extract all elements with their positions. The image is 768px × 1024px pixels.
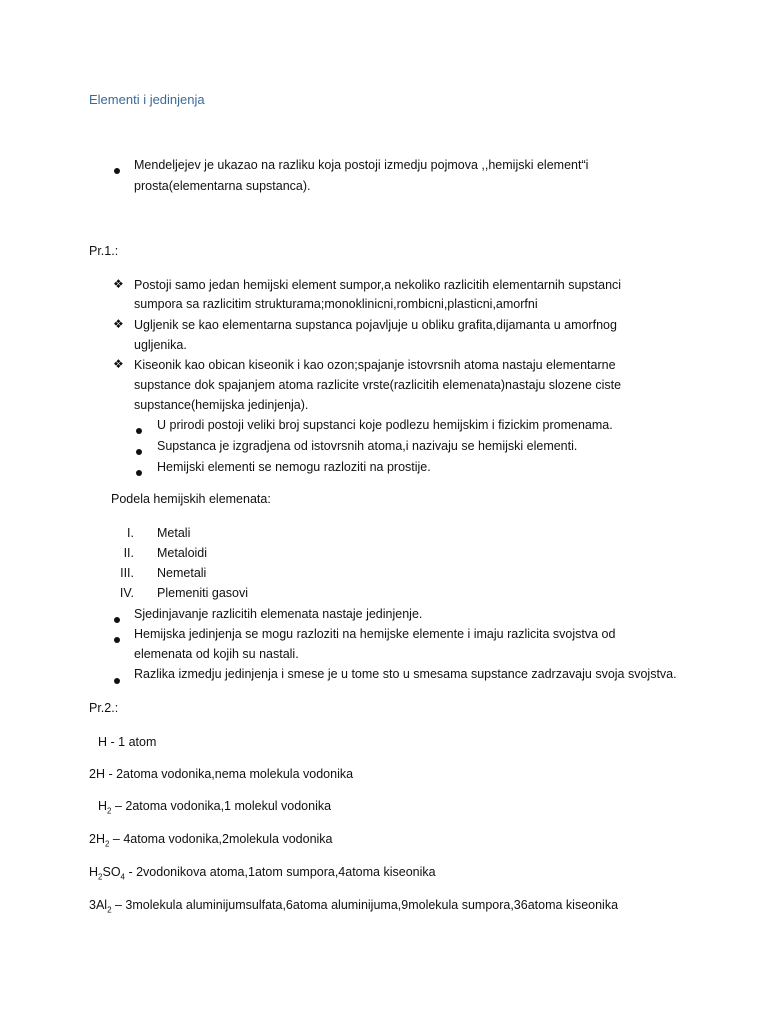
bullet-2-3: Razlika izmedju jedinjenja i smese je u tome sto u smesama supstance zadrzavaju svoja svojstva. [134, 667, 677, 681]
formula-description: - 1 atom [107, 735, 157, 749]
formula-line-5 [89, 865, 436, 882]
page-title: Elementi i jedinjenja [89, 92, 205, 107]
intro-line-2: prosta(elementarna supstanca). [134, 179, 311, 193]
formula-description: - 2vodonikova atoma,1atom sumpora,4atoma kiseonika [125, 865, 436, 879]
bullet-2-2-line-1: Hemijska jedinjenja se mogu razloziti na hemijske elemente i imaju razlicita svojstva od [134, 627, 616, 641]
bullet-marker [114, 632, 120, 646]
roman-item-text: Plemeniti gasovi [157, 586, 249, 600]
roman-numeral: I. [127, 526, 134, 540]
example-2-label: Pr.2.: [89, 701, 119, 715]
formula-line-2 [89, 767, 353, 781]
diamond-item-3-line-3: supstance(hemijska jedinjenja). [134, 398, 309, 412]
bullet-marker [136, 465, 142, 479]
sub-bullet-2: Supstanca je izgradjena od istovrsnih atoma,i nazivaju se hemijski elementi. [157, 439, 578, 453]
formula-subscript: 2 [98, 872, 103, 882]
bullet-2-1: Sjedinjavanje razlicitih elemenata nastaje jedinjenje. [134, 607, 423, 621]
bullet-marker [114, 673, 120, 687]
bullet-marker [114, 163, 120, 177]
sub-bullet-1: U prirodi postoji veliki broj supstanci koje podlezu hemijskim i fizickim promenama. [157, 418, 613, 432]
formula-symbol: 2H [89, 832, 105, 846]
diamond-item-3-line-2: supstance dok spajanjem atoma razlicite vrste(razlicitih elemenata)nastaju slozene ciste [134, 378, 622, 392]
formula-description: – 2atoma vodonika,1 molekul vodonika [111, 799, 332, 813]
bullet-marker [114, 612, 120, 626]
formula-line-4 [89, 832, 333, 849]
formula-description: – 3molekula aluminijumsulfata,6atoma aluminijuma,9molekula sumpora,36atoma kiseonika [111, 898, 619, 912]
bullet-2-2-line-2: elemenata od kojih su nastali. [134, 647, 299, 661]
roman-item-text: Metaloidi [157, 546, 208, 560]
diamond-bullet-icon: ❖ [113, 277, 124, 291]
diamond-item-3-line-1: Kiseonik kao obican kiseonik i kao ozon;spajanje istovrsnih atoma nastaju elementarne [134, 358, 616, 372]
diamond-item-1-line-1: Postoji samo jedan hemijski element sumpor,a nekoliko razlicitih elementarnih supstanci [134, 278, 622, 292]
formula-line-3 [98, 799, 331, 816]
diamond-bullet-icon: ❖ [113, 317, 124, 331]
diamond-item-2-line-1: Ugljenik se kao elementarna supstanca pojavljuje u obliku grafita,dijamanta u amorfnog [134, 318, 617, 332]
diamond-item-1-line-2: sumpora sa razlicitim strukturama;monoklinicni,rombicni,plasticni,amorfni [134, 297, 538, 311]
intro-line-1: Mendeljejev je ukazao na razliku koja postoji izmedju pojmova ,,hemijski element“i [134, 158, 589, 172]
formula-symbol: 3Al [89, 898, 108, 912]
roman-item-text: Nemetali [157, 566, 207, 580]
sub-bullet-3: Hemijski elementi se nemogu razloziti na prostije. [157, 460, 431, 474]
roman-numeral: III. [120, 566, 134, 580]
classification-label: Podela hemijskih elemenata: [111, 492, 271, 506]
example-1-label: Pr.1.: [89, 244, 119, 258]
bullet-marker [136, 444, 142, 458]
formula-subscript: 2 [107, 806, 112, 816]
formula-description: - 2atoma vodonika,nema molekula vodonika [104, 767, 354, 781]
formula-symbol: H [98, 799, 108, 813]
bullet-marker [136, 423, 142, 437]
formula-line-1 [98, 735, 156, 749]
formula-subscript: 2 [107, 905, 112, 915]
formula-symbol: SO [102, 865, 121, 879]
formula-subscript: 2 [104, 839, 110, 849]
diamond-bullet-icon: ❖ [113, 357, 124, 371]
formula-symbol: H [89, 865, 99, 879]
roman-numeral: II. [123, 546, 134, 560]
formula-description: – 4atoma vodonika,2molekula vodonika [109, 832, 333, 846]
formula-symbol: H [98, 735, 108, 749]
roman-numeral: IV. [119, 586, 134, 600]
formula-line-6 [89, 898, 618, 915]
roman-item-text: Metali [157, 526, 191, 540]
diamond-item-2-line-2: ugljenika. [134, 338, 187, 352]
formula-symbol: 2H [89, 767, 105, 781]
formula-subscript: 4 [120, 872, 125, 882]
